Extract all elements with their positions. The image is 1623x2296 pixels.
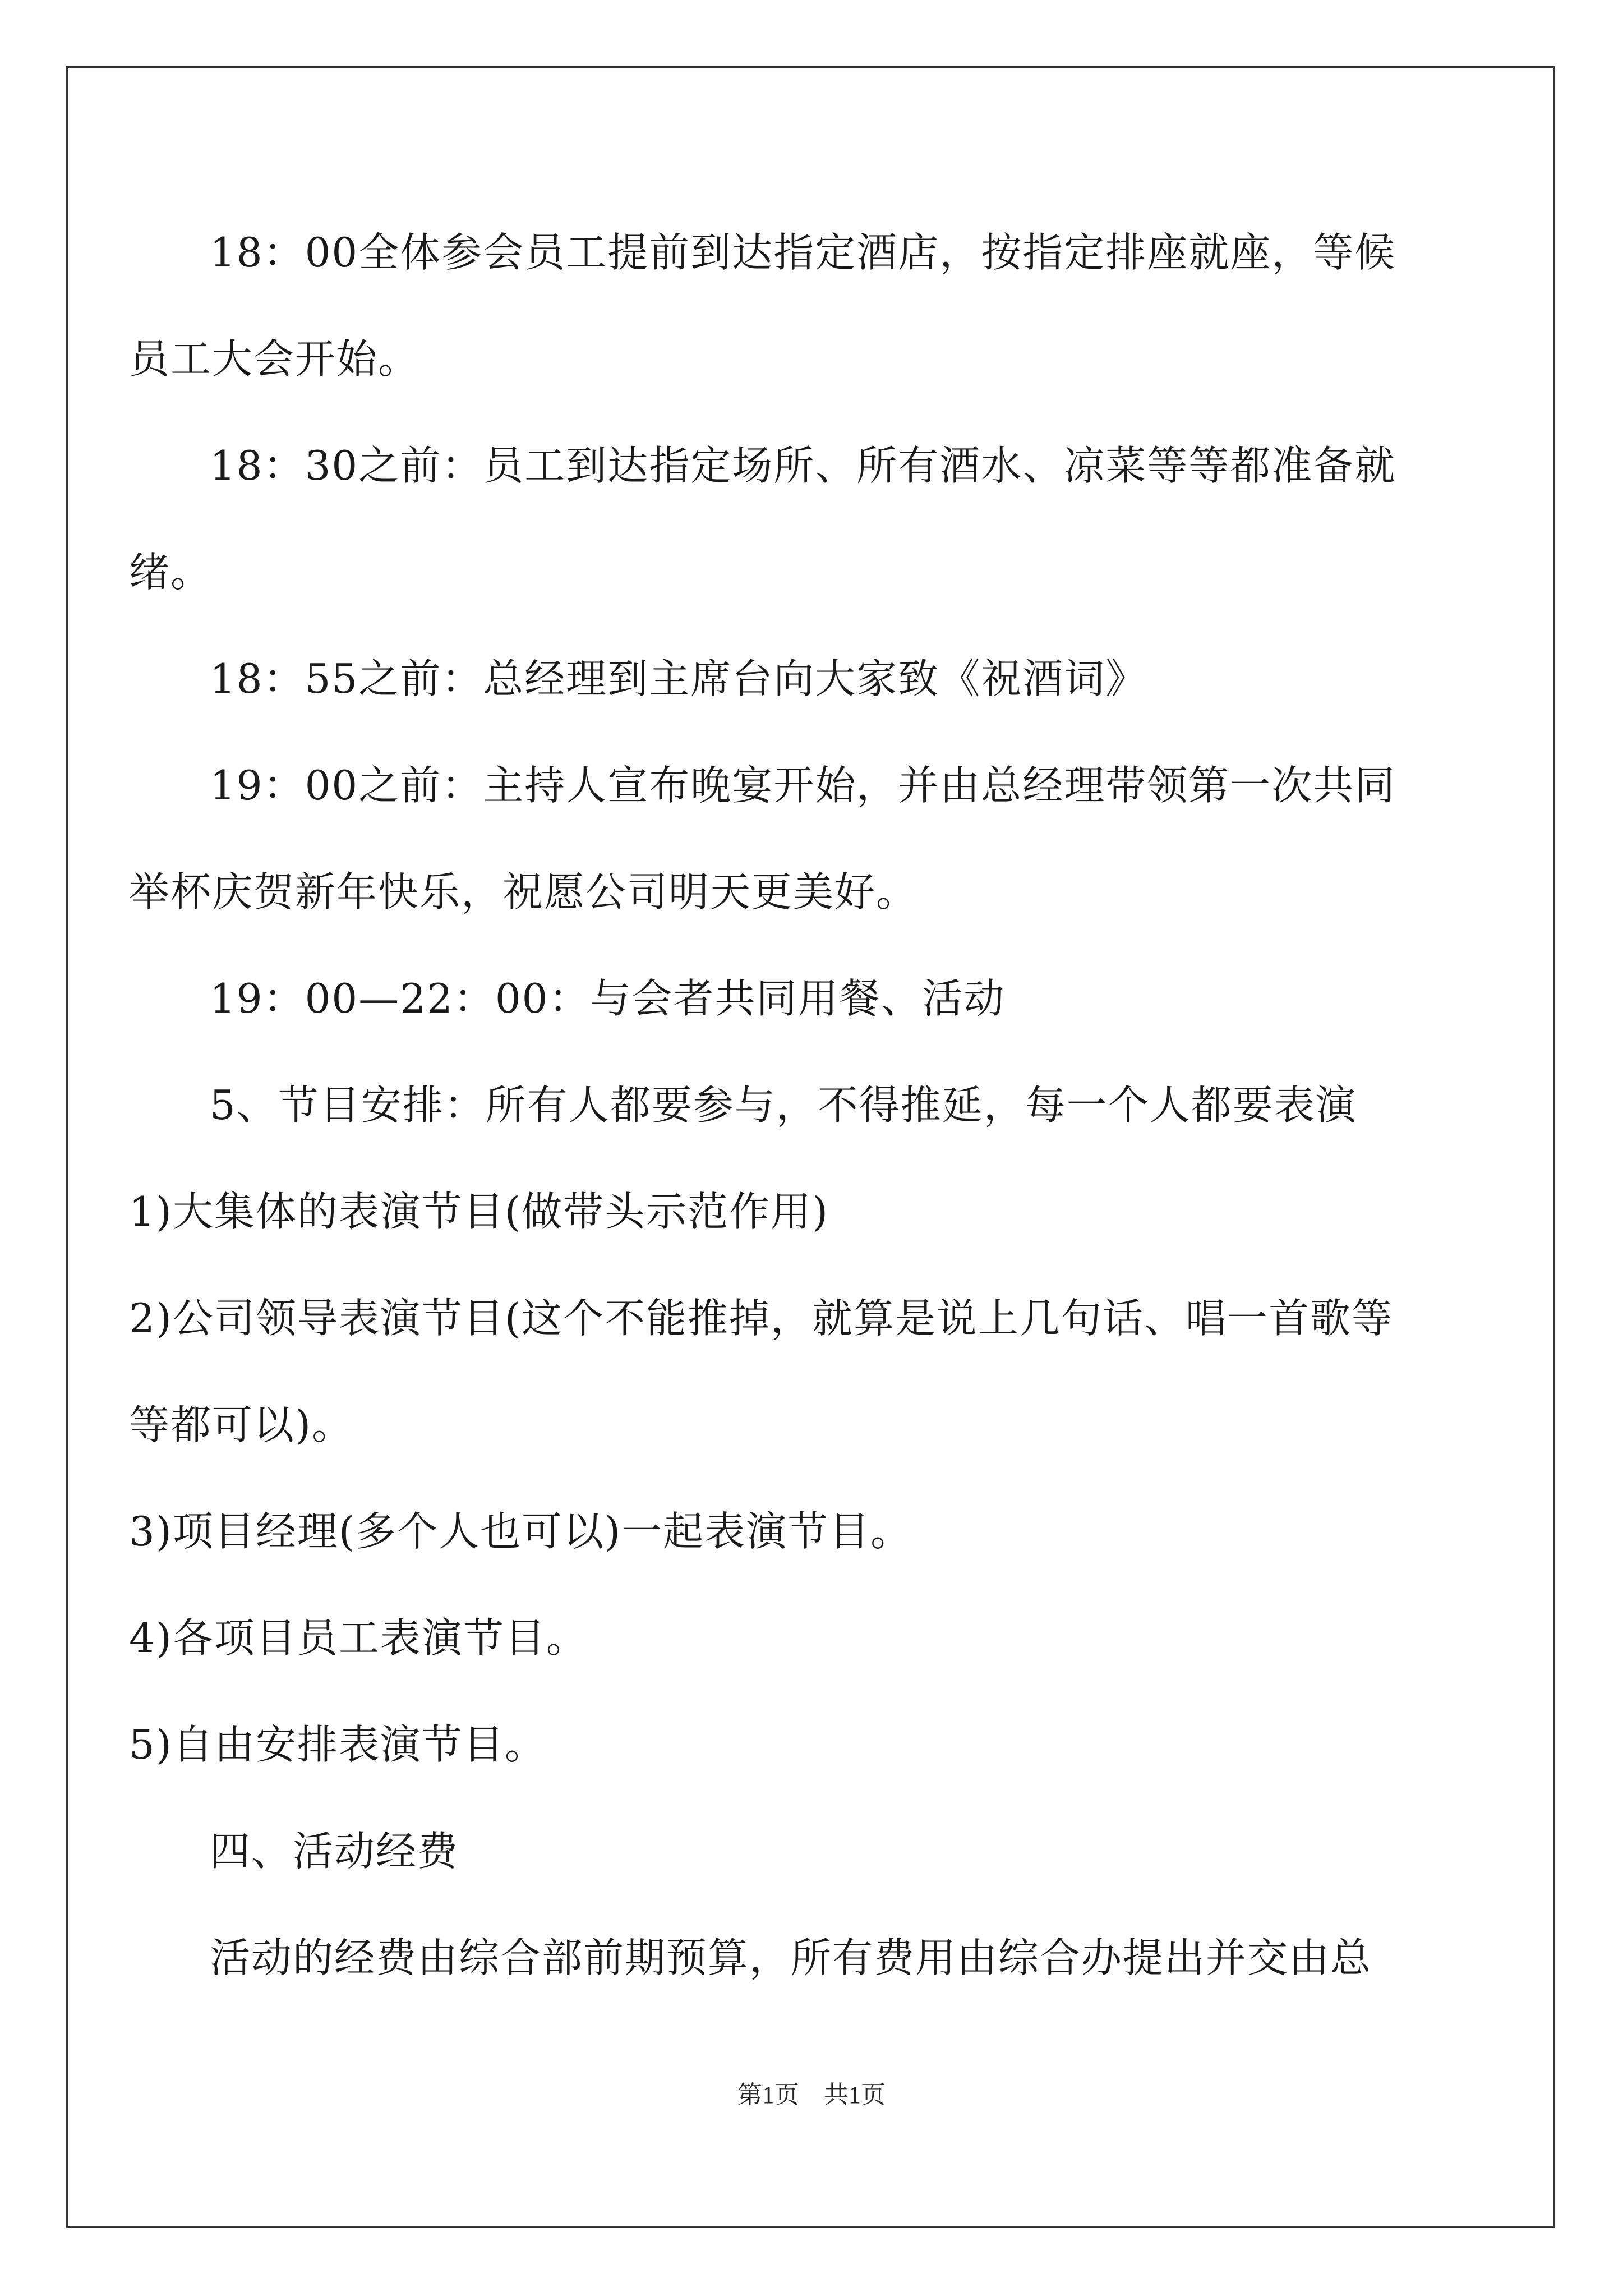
page-number-footer: 第1页 共1页 [737, 2081, 886, 2109]
list-item: 4)各项目员工表演节目。 [129, 1614, 588, 1662]
paragraph-line: 19：00之前：主持人宣布晚宴开始，并由总经理带领第一次共同 [210, 762, 1396, 809]
list-item: 2)公司领导表演节目(这个不能推掉，就算是说上几句话、唱一首歌等 [129, 1295, 1393, 1342]
list-item: 3)项目经理(多个人也可以)一起表演节目。 [129, 1508, 912, 1555]
page-border [66, 66, 1555, 2228]
paragraph-line: 18：00全体参会员工提前到达指定酒店，按指定排座就座，等候 [210, 229, 1396, 276]
list-item: 1)大集体的表演节目(做带头示范作用) [129, 1188, 829, 1235]
paragraph-line: 5、节目安排：所有人都要参与，不得推延，每一个人都要表演 [210, 1082, 1357, 1129]
paragraph-line: 19：00—22：00：与会者共同用餐、活动 [210, 975, 1006, 1022]
section-heading: 四、活动经费 [210, 1828, 459, 1875]
paragraph-line: 活动的经费由综合部前期预算，所有费用由综合办提出并交由总 [210, 1934, 1372, 1981]
paragraph-line: 举杯庆贺新年快乐，祝愿公司明天更美好。 [129, 868, 918, 915]
list-item-continuation: 等都可以)。 [129, 1401, 354, 1448]
paragraph-line: 18：30之前：员工到达指定场所、所有酒水、凉菜等等都准备就 [210, 442, 1396, 489]
paragraph-line: 18：55之前：总经理到主席台向大家致《祝酒词》 [210, 655, 1147, 702]
list-item: 5)自由安排表演节目。 [129, 1721, 546, 1768]
paragraph-line: 员工大会开始。 [129, 335, 420, 383]
paragraph-line: 绪。 [129, 549, 213, 596]
